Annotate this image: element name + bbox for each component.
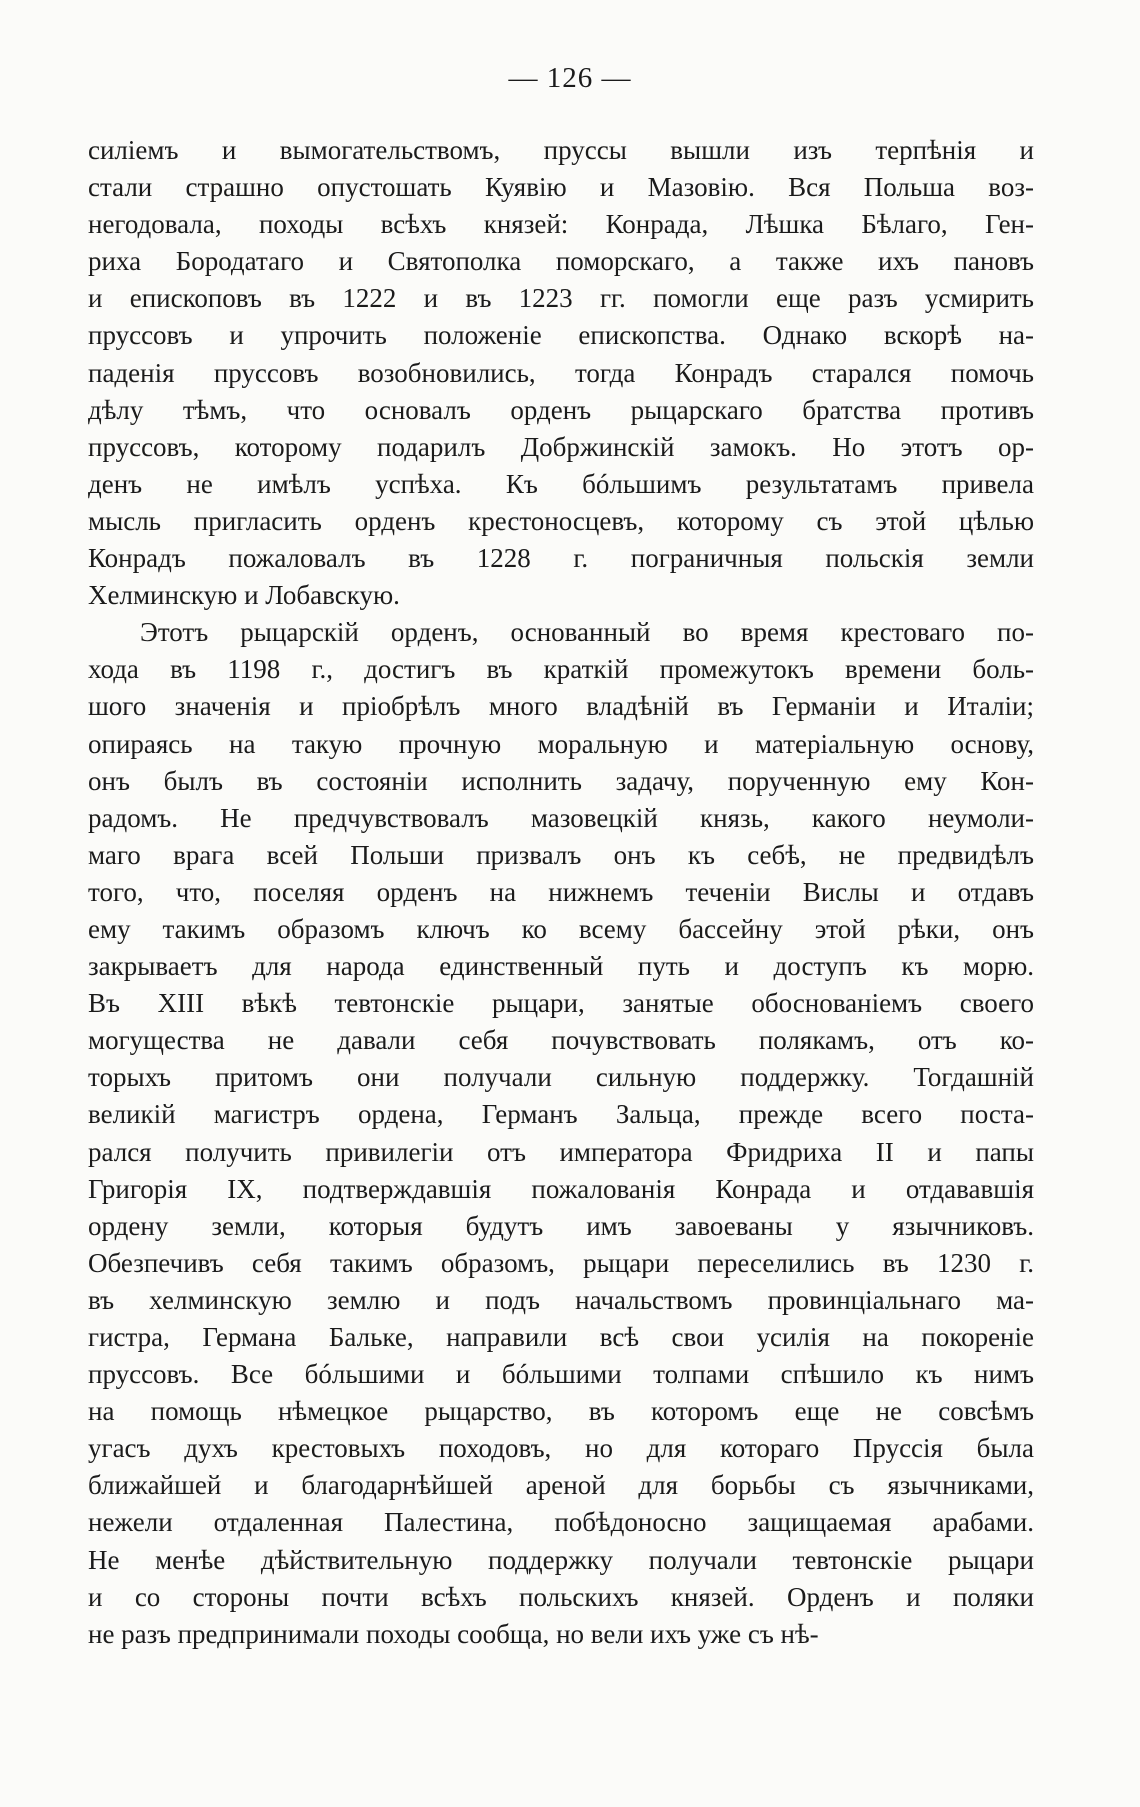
text-line: стали страшно опустошать Куявію и Мазовію. Вся Польша воз- — [88, 172, 1034, 203]
text-line: денъ не имѣлъ успѣха. Къ бóльшимъ результатамъ привела — [88, 468, 1034, 499]
text-line: мысль пригласить орденъ крестоносцевъ, которому съ этой цѣлью — [88, 505, 1034, 536]
page-number: — 126 — — [508, 62, 632, 94]
text-line: на помощь нѣмецкое рыцарство, въ которомъ еще не совсѣмъ — [88, 1396, 1034, 1427]
text-line: Хелминскую и Лобавскую. — [88, 580, 400, 611]
text-line: хода въ 1198 г., достигъ въ краткій промежутокъ времени боль- — [88, 654, 1034, 685]
text-line: паденія пруссовъ возобновились, тогда Конрадъ старался помочь — [88, 357, 1034, 388]
text-line: въ хелминскую землю и подъ начальствомъ провинціальнаго ма- — [88, 1284, 1034, 1315]
text-line: негодовала, походы всѣхъ князей: Конрада, Лѣшка Бѣлаго, Ген- — [88, 209, 1034, 240]
text-line: Не менѣе дѣйствительную поддержку получали тевтонскіе рыцари — [88, 1544, 1034, 1575]
text-line: не разъ предпринимали походы сообща, но вели ихъ уже съ нѣ- — [88, 1618, 819, 1649]
text-line: того, что, поселяя орденъ на нижнемъ теченіи Вислы и отдавъ — [88, 876, 1034, 907]
text-line: и епископовъ въ 1222 и въ 1223 гг. помогли еще разъ усмирить — [88, 283, 1034, 314]
text-line: ему такимъ образомъ ключъ ко всему бассейну этой рѣки, онъ — [88, 913, 1034, 944]
text-line: великій магистръ ордена, Германъ Зальца, прежде всего поста- — [88, 1099, 1034, 1130]
text-line: угасъ духъ крестовыхъ походовъ, но для котораго Пруссія была — [88, 1433, 1034, 1464]
text-line: нежели отдаленная Палестина, побѣдоносно защищаемая арабами. — [88, 1507, 1034, 1538]
text-line: пруссовъ и упрочить положеніе епископства. Однако вскорѣ на- — [88, 320, 1034, 351]
text-line: риха Бородатаго и Святополка поморскаго, а также ихъ пановъ — [88, 246, 1034, 277]
text-line: торыхъ притомъ они получали сильную поддержку. Тогдашній — [88, 1062, 1034, 1093]
text-line: силіемъ и вымогательствомъ, пруссы вышли изъ терпѣнія и — [88, 135, 1034, 165]
text-line: пруссовъ, которому подарилъ Добржинскій замокъ. Но этотъ ор- — [88, 431, 1034, 462]
paragraph-2 — [88, 614, 1034, 1653]
text-line: дѣлу тѣмъ, что основалъ орденъ рыцарскаго братства противъ — [88, 394, 1034, 425]
text-line: ордену земли, которыя будутъ имъ завоеваны у язычниковъ. — [88, 1210, 1034, 1241]
text-line: опираясь на такую прочную моральную и матеріальную основу, — [88, 728, 1034, 759]
paragraph-1 — [88, 132, 1034, 614]
text-line: шого значенія и пріобрѣлъ много владѣній въ Германіи и Италіи; — [88, 691, 1034, 722]
body-text — [88, 132, 1034, 1653]
text-line: Обезпечивъ себя такимъ образомъ, рыцари переселились въ 1230 г. — [88, 1247, 1034, 1278]
text-line: Конрадъ пожаловалъ въ 1228 г. пограничныя польскія земли — [88, 543, 1034, 574]
text-line: и со стороны почти всѣхъ польскихъ князей. Орденъ и поляки — [88, 1581, 1034, 1612]
text-line: ближайшей и благодарнѣйшей ареной для борьбы съ язычниками, — [88, 1470, 1034, 1501]
text-line: онъ былъ въ состояніи исполнить задачу, порученную ему Кон- — [88, 765, 1034, 796]
text-line: гистра, Германа Бальке, направили всѣ свои усилія на покореніе — [88, 1322, 1034, 1352]
text-line: могущества не давали себя почувствовать полякамъ, отъ ко- — [88, 1025, 1034, 1056]
text-line: маго врага всей Польши призвалъ онъ къ себѣ, не предвидѣлъ — [88, 839, 1034, 870]
text-line: Этотъ рыцарскій орденъ, основанный во время крестоваго по- — [140, 617, 1034, 648]
text-line: Григорія IX, подтверждавшія пожалованія Конрада и отдававшія — [88, 1173, 1034, 1204]
text-line: рался получить привилегіи отъ императора Фридриха II и папы — [88, 1136, 1034, 1167]
text-line: Въ XIII вѣкѣ тевтонскіе рыцари, занятые обоснованіемъ своего — [88, 988, 1034, 1019]
text-line: радомъ. Не предчувствовалъ мазовецкій князь, какого неумоли- — [88, 802, 1034, 833]
text-line: пруссовъ. Все бóльшими и бóльшими толпами спѣшило къ нимъ — [88, 1359, 1034, 1390]
text-line: закрываетъ для народа единственный путь и доступъ къ морю. — [88, 951, 1034, 982]
